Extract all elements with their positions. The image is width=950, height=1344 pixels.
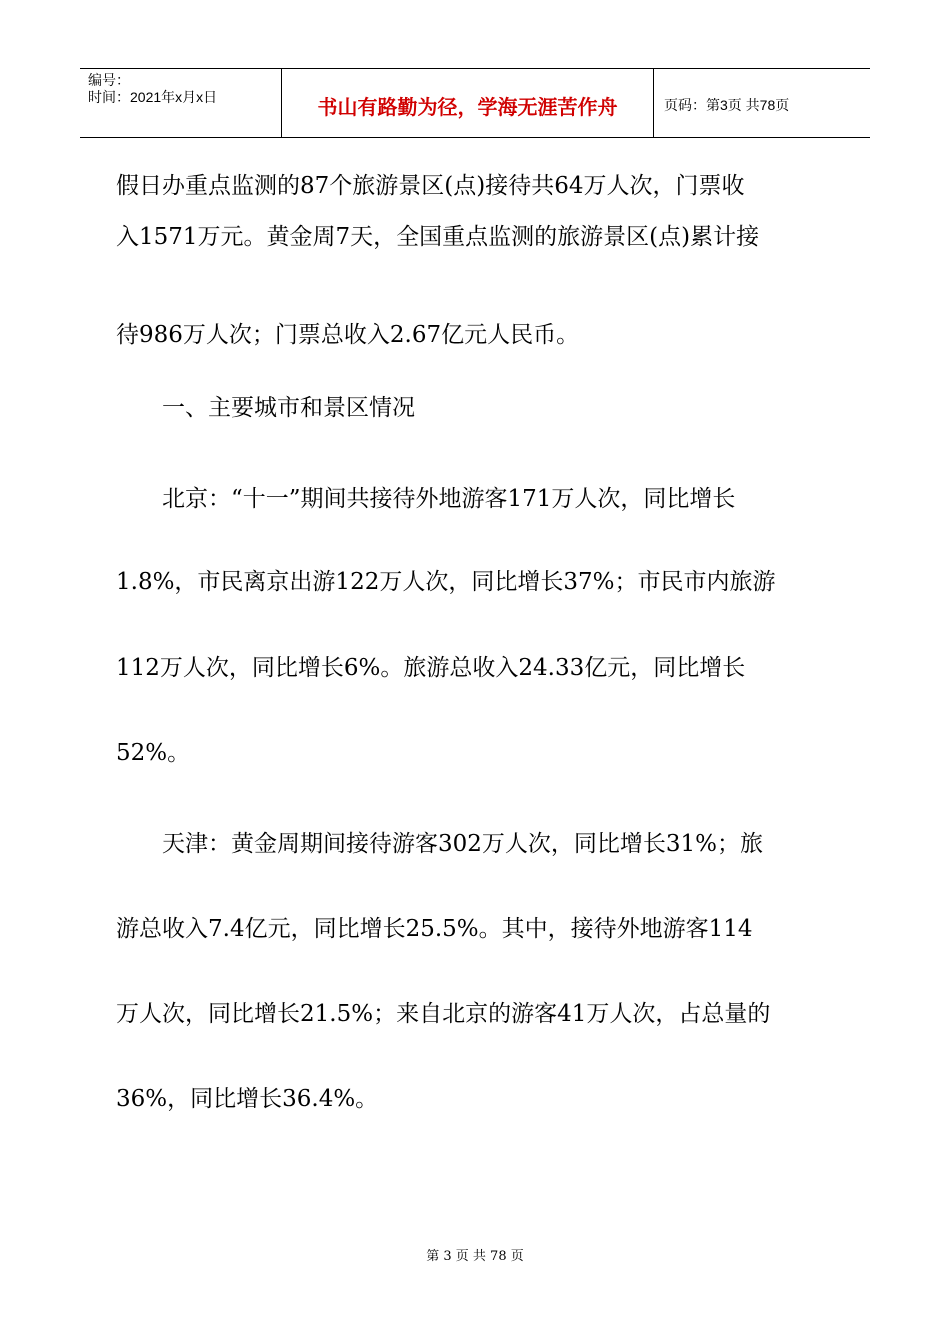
header-page-info: 页码：第3页 共78页 [664,97,790,113]
text-line: 游总收入7.4亿元，同比增长25.5%。其中，接待外地游客114 [116,916,753,942]
text-line: 1.8%，市民离京出游122万人次，同比增长37%；市民市内旅游 [116,569,776,595]
page-footer: 第 3 页 共 78 页 [426,1249,524,1264]
text-line: 假日办重点监测的87个旅游景区(点)接待共64万人次，门票收 [116,173,745,199]
page-header [80,68,870,138]
text-line: 36%，同比增长36.4%。 [116,1086,379,1112]
text-line: 天津：黄金周期间接待游客302万人次，同比增长31%；旅 [162,831,764,857]
section-heading: 一、主要城市和景区情况 [162,395,415,421]
code-label: 编号： [88,72,130,88]
text-line: 入1571万元。黄金周7天，全国重点监测的旅游景区(点)累计接 [116,224,760,250]
text-line: 待986万人次；门票总收入2.67亿元人民币。 [116,322,580,348]
header-meta [80,69,282,137]
text-line: 112万人次，同比增长6%。旅游总收入24.33亿元，同比增长 [116,655,746,681]
text-line: 52%。 [116,740,191,766]
text-line: 万人次，同比增长21.5%；来自北京的游客41万人次，占总量的 [116,1001,771,1027]
date-label: 时间：2021年x月x日 [88,89,218,105]
header-motto: 书山有路勤为径，学海无涯苦作舟 [282,69,654,137]
text-line: 北京：“十一”期间共接待外地游客171万人次，同比增长 [162,486,736,512]
